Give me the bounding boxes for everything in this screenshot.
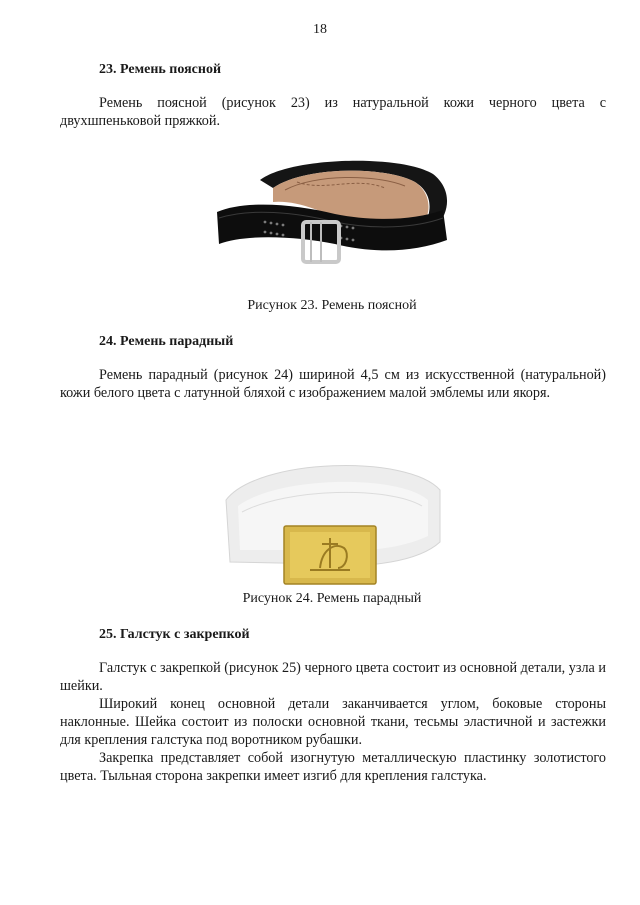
section-25-paragraph-1: Галстук с закрепкой (рисунок 25) черного цвета состоит из основной детали, узла и шейки. <box>60 660 606 694</box>
section-25-paragraph-3: Закрепка представляет собой изогнутую металлическую пластинку золотистого цвета. Тыльная сторона закрепки имеет изгиб для крепления галстука. <box>60 750 606 784</box>
section-25-heading: 25. Галстук с закрепкой <box>99 627 250 642</box>
section-25-paragraph-2: Широкий конец основной детали заканчивается углом, боковые стороны наклонные. Шейка состоит из полоски основной ткани, тесьмы эластичной и застежки для крепления галстука под воротником рубашки. <box>60 696 606 748</box>
black-belt-figure <box>205 152 465 282</box>
section-23-paragraph: Ремень поясной (рисунок 23) из натуральной кожи черного цвета с двухшпеньковой пряжкой. <box>60 95 606 129</box>
figure-24-caption: Рисунок 24. Ремень парадный <box>242 591 422 606</box>
section-24-heading: 24. Ремень парадный <box>99 334 234 349</box>
page-number: 18 <box>313 22 327 37</box>
section-24-paragraph: Ремень парадный (рисунок 24) шириной 4,5 см из искусственной (натуральной) кожи белого цвета с латунной бляхой с изображением малой эмблемы или якоря. <box>60 367 606 401</box>
figure-23-caption: Рисунок 23. Ремень поясной <box>247 298 417 313</box>
white-belt-figure <box>218 450 448 585</box>
section-23-heading: 23. Ремень поясной <box>99 62 222 77</box>
